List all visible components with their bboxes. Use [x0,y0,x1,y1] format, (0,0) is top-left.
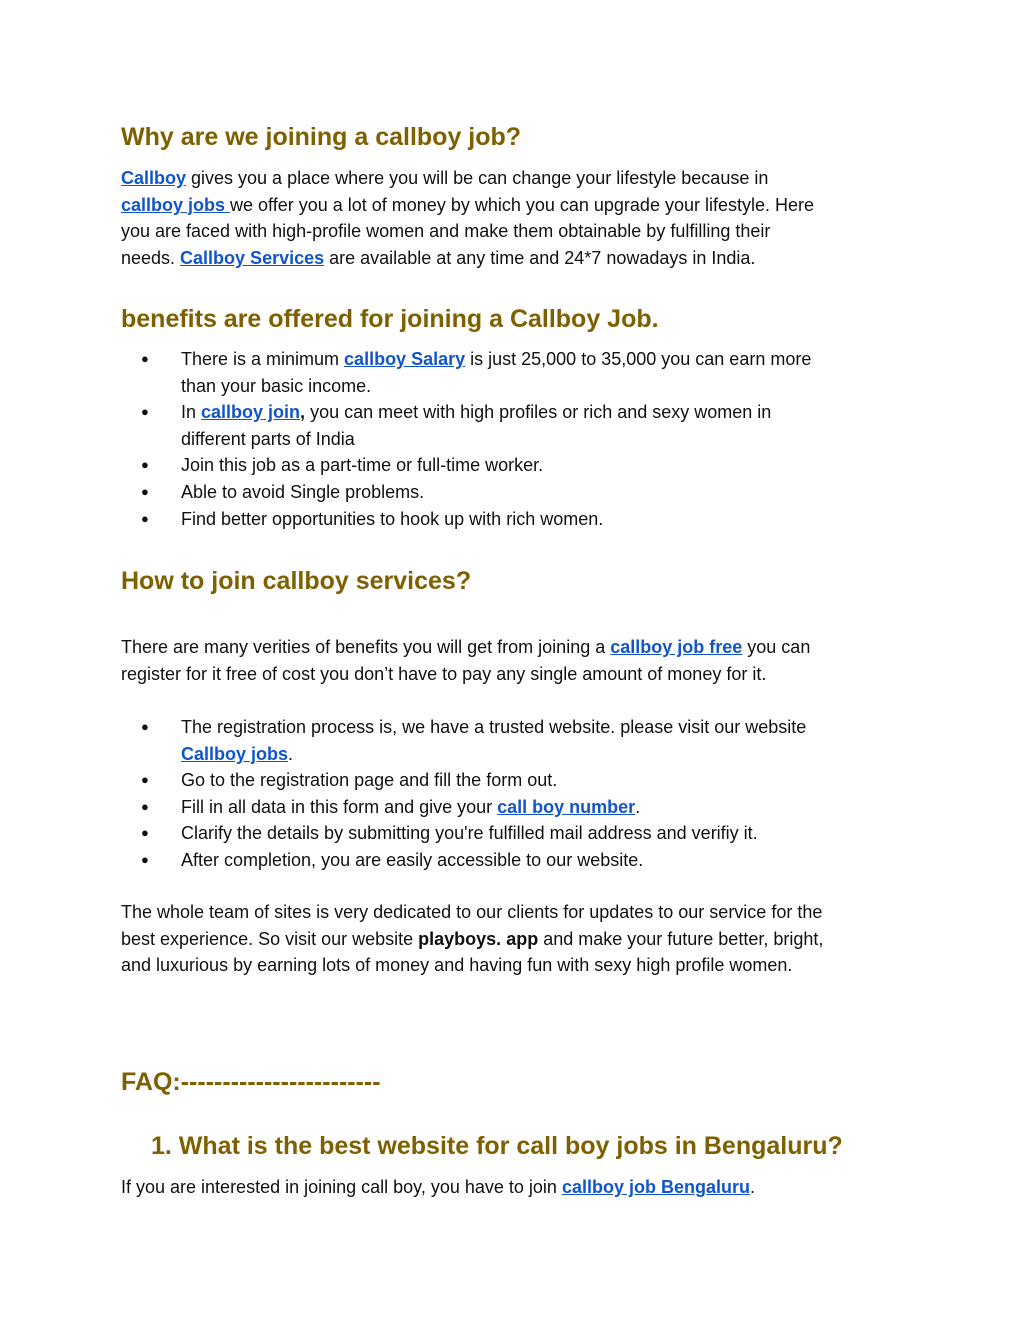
list-item [0,399,1024,426]
text-span: There is a minimum [181,349,345,369]
text-span: and make your future better, bright, [538,928,824,949]
heading-how-to-join: How to join callboy services? [121,567,472,595]
list-item [0,767,1024,794]
list-item-text: Go to the registration page and fill the form out. [181,770,558,791]
paragraph-line: The whole team of sites is very dedicated to our clients for updates to our service for the [121,902,823,922]
text-span: needs. [121,247,181,268]
text-span: There are many verities of benefits you will get from joining a [121,637,611,657]
text-span: is just 25,000 to 35,000 you can earn more [465,349,812,369]
heading-benefits: benefits are offered for joining a Callboy Job. [121,305,659,333]
link-callboy-salary[interactable]: callboy Salary [344,349,466,369]
website-name: playboys. app [418,928,539,949]
link-callboy-job-free[interactable]: callboy job free [610,637,743,657]
bullet-icon: ● [141,404,149,420]
heading-faq: FAQ:------------------------ [121,1068,381,1096]
bullet-icon: ● [141,772,149,788]
link-callboy[interactable]: Callboy [121,168,187,188]
link-call-boy-number[interactable]: call boy number [497,796,636,817]
list-item-text: The registration process is, we have a trusted website. please visit our website [181,717,807,737]
list-item [0,714,1024,741]
text-span: . [288,743,294,764]
bullet-icon: ● [141,510,149,526]
list-item [0,479,1024,506]
text-span: Fill in all data in this form and give your [181,796,498,817]
paragraph-line: register for it free of cost you don’t have to pay any single amount of money for it. [121,663,767,684]
paragraph-conclusion [121,899,823,979]
list-item-text: than your basic income. [181,375,372,396]
list-item [0,820,1024,847]
list-item [0,847,1024,874]
text-span: In [181,402,202,423]
bullet-icon: ● [141,457,149,473]
text-span: we offer you a lot of money by which you can upgrade your lifestyle. Here [230,194,815,215]
paragraph-line: and luxurious by earning lots of money and having fun with sexy high profile women. [121,955,793,976]
link-callboy-join[interactable]: callboy join [201,402,301,423]
list-item-text [181,794,640,821]
paragraph-line [121,634,810,661]
list-item-text: After completion, you are easily accessible to our website. [181,849,644,870]
list-item-text: different parts of India [181,428,355,449]
faq-question-1: 1. What is the best website for call boy jobs in Bengaluru? [151,1132,843,1160]
benefits-list [0,346,1024,532]
list-item [0,452,1024,479]
paragraph-line [121,165,814,192]
list-item-continuation [0,741,1024,768]
text-span: , [300,402,306,423]
paragraph-line [121,192,814,219]
bullet-icon: ● [141,483,149,499]
text-span: best experience. So visit our website [121,928,419,949]
text-span: If you are interested in joining call boy, you have to join [121,1177,562,1197]
text-span: . [635,796,641,817]
text-span: . [749,1177,755,1197]
registration-steps-list [0,714,1024,874]
bullet-icon: ● [141,825,149,841]
link-callboy-services[interactable]: Callboy Services [180,247,325,268]
paragraph-line [121,245,814,272]
paragraph-line: you are faced with high-profile women and make them obtainable by fulfilling their [121,221,771,242]
paragraph-how-to-join [121,634,810,687]
bullet-icon: ● [141,798,149,814]
bullet-icon: ● [141,851,149,867]
list-item-text [181,741,293,768]
faq-answer-1 [121,1174,755,1201]
text-span: you can [742,637,811,657]
link-callboy-job-bengaluru[interactable]: callboy job Bengaluru [561,1177,750,1197]
list-item-continuation [0,373,1024,400]
list-item [0,346,1024,373]
list-item [0,794,1024,821]
link-callboy-jobs-website[interactable]: Callboy jobs [181,743,289,764]
bullet-icon: ● [141,719,149,734]
heading-why-joining: Why are we joining a callboy job? [121,123,522,151]
text-span: are available at any time and 24*7 nowadays in India. [324,247,756,268]
bullet-icon: ● [141,351,149,366]
list-item-text: Clarify the details by submitting you're fulfilled mail address and verifiy it. [181,823,758,844]
list-item-continuation [0,426,1024,453]
list-item-text: Able to avoid Single problems. [181,481,425,502]
list-item-text: Join this job as a part-time or full-time worker. [181,455,544,476]
paragraph-intro [121,165,814,271]
text-span: you can meet with high profiles or rich and sexy women in [305,402,772,423]
list-item-text: Find better opportunities to hook up with rich women. [181,508,604,529]
paragraph-line [121,926,823,953]
link-callboy-jobs[interactable]: callboy jobs [121,194,231,215]
list-item-text [181,399,771,426]
text-span: gives you a place where you will be can change your lifestyle because in [186,168,769,188]
list-item-text [181,346,811,373]
list-item [0,506,1024,533]
